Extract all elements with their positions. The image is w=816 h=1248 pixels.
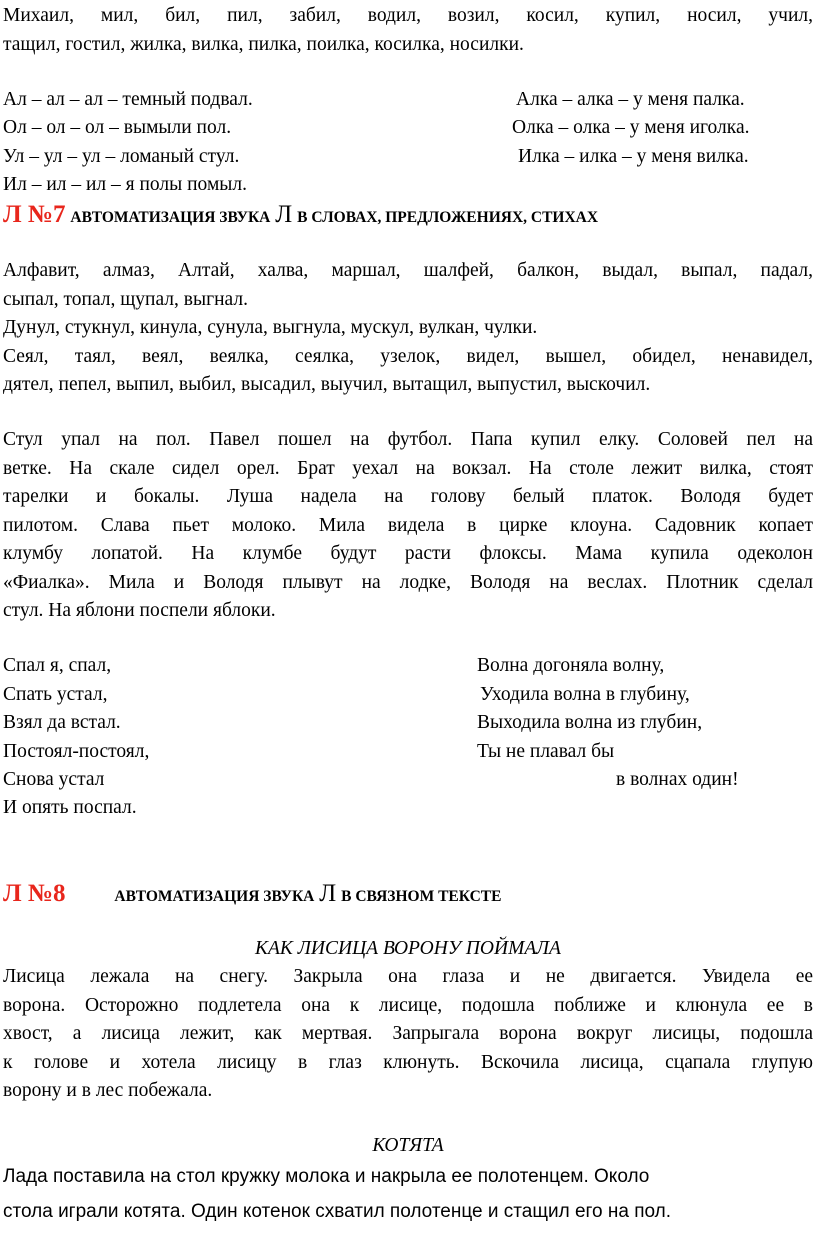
section-7-number: Л №7 bbox=[3, 201, 66, 228]
rhyme-right-1: Алка – алка – у меня палка. bbox=[516, 89, 745, 110]
poem-left-line-2: Спать устал, bbox=[3, 684, 108, 705]
section-7-heading bbox=[3, 199, 598, 234]
sentences-line-7: стул. На яблони поспели яблоки. bbox=[3, 600, 276, 621]
section-8-heading bbox=[3, 878, 501, 913]
poem-right-line-1: Волна догоняла волну, bbox=[477, 655, 665, 676]
story-1-line-3: хвост, а лисица лежит, как мертвая. Запрыгала ворона вокруг лисицы, подошла bbox=[3, 1023, 813, 1044]
poem-right-line-3: Выходила волна из глубин, bbox=[477, 712, 703, 733]
sentences-line-1: Стул упал на пол. Павел пошел на футбол. Папа купил елку. Соловей пел на bbox=[3, 429, 813, 450]
story-1-line-2: ворона. Осторожно подлетела она к лисице, подошла поближе и клюнула ее в bbox=[3, 995, 813, 1016]
section-8-caps-2: В СВЯЗНОМ ТЕКСТЕ bbox=[341, 888, 502, 905]
sentences-line-4: пилотом. Слава пьет молоко. Мила видела в цирке клоуна. Садовник копает bbox=[3, 515, 813, 536]
story-1-line-4: к голове и хотела лисицу в глаз клюнуть. Вскочила лисица, сцапала глупую bbox=[3, 1052, 813, 1073]
story-2-title: КОТЯТА bbox=[372, 1135, 444, 1156]
rhyme-left-2: Ол – ол – ол – вымыли пол. bbox=[3, 117, 232, 138]
rhyme-left-3: Ул – ул – ул – ломаный стул. bbox=[3, 146, 240, 167]
intro-line-1: Михаил, мил, бил, пил, забил, водил, возил, косил, купил, носил, учил, bbox=[3, 5, 813, 26]
intro-line-2: тащил, гостил, жилка, вилка, пилка, поилка, косилка, носилки. bbox=[3, 34, 524, 55]
rhyme-left-4: Ил – ил – ил – я полы помыл. bbox=[3, 174, 247, 195]
section-8-letter: Л bbox=[319, 880, 337, 907]
rhyme-right-2: Олка – олка – у меня иголка. bbox=[512, 117, 750, 138]
poem-left-line-1: Спал я, спал, bbox=[3, 655, 112, 676]
rhyme-right-3: Илка – илка – у меня вилка. bbox=[518, 146, 749, 167]
words-paragraph-1-line-2: сыпал, топал, щупал, выгнал. bbox=[3, 289, 248, 310]
section-8-caps-1: АВТОМАТИЗАЦИЯ ЗВУКА bbox=[114, 888, 315, 905]
poem-right-line-5: в волнах один! bbox=[616, 769, 739, 790]
story-2-line-1: Лада поставила на стол кружку молока и накрыла ее полотенцем. Около bbox=[3, 1166, 650, 1187]
poem-left-line-3: Взял да встал. bbox=[3, 712, 121, 733]
words-paragraph-3-line-2: дятел, пепел, выпил, выбил, высадил, выучил, вытащил, выпустил, выскочил. bbox=[3, 374, 651, 395]
section-7-caps-1: АВТОМАТИЗАЦИЯ ЗВУКА bbox=[70, 209, 271, 226]
section-8-number: Л №8 bbox=[3, 880, 66, 907]
words-paragraph-1-line-1: Алфавит, алмаз, Алтай, халва, маршал, шалфей, балкон, выдал, выпал, падал, bbox=[3, 260, 813, 281]
sentences-line-6: «Фиалка». Мила и Володя плывут на лодке, Володя на веслах. Плотник сделал bbox=[3, 572, 813, 593]
poem-left-line-4: Постоял-постоял, bbox=[3, 741, 150, 762]
sentences-line-5: клумбу лопатой. На клумбе будут расти флоксы. Мама купила одеколон bbox=[3, 543, 813, 564]
story-1-line-5: ворону и в лес побежала. bbox=[3, 1080, 213, 1101]
section-7-letter: Л bbox=[275, 201, 293, 228]
sentences-line-3: тарелки и бокалы. Луша надела на голову белый платок. Володя будет bbox=[3, 486, 813, 507]
poem-right-line-2: Уходила волна в глубину, bbox=[480, 684, 690, 705]
story-1-line-1: Лисица лежала на снегу. Закрыла она глаза и не двигается. Увидела ее bbox=[3, 966, 813, 987]
poem-right-line-4: Ты не плавал бы bbox=[477, 741, 615, 762]
story-1-title: КАК ЛИСИЦА ВОРОНУ ПОЙМАЛА bbox=[255, 938, 561, 959]
rhyme-left-1: Ал – ал – ал – темный подвал. bbox=[3, 89, 253, 110]
sentences-line-2: ветке. На скале сидел орел. Брат уехал на вокзал. На столе лежит вилка, стоят bbox=[3, 458, 813, 479]
poem-left-line-5: Снова устал bbox=[3, 769, 105, 790]
story-2-line-2: стола играли котята. Один котенок схватил полотенце и стащил его на пол. bbox=[3, 1201, 672, 1222]
words-paragraph-3-line-1: Сеял, таял, веял, веялка, сеялка, узелок, видел, вышел, обидел, ненавидел, bbox=[3, 346, 813, 367]
poem-left-line-6: И опять поспал. bbox=[3, 797, 137, 818]
words-paragraph-2-line-1: Дунул, стукнул, кинула, сунула, выгнула, мускул, вулкан, чулки. bbox=[3, 317, 538, 338]
section-7-caps-2: В СЛОВАХ, ПРЕДЛОЖЕНИЯХ, СТИХАХ bbox=[297, 209, 599, 226]
